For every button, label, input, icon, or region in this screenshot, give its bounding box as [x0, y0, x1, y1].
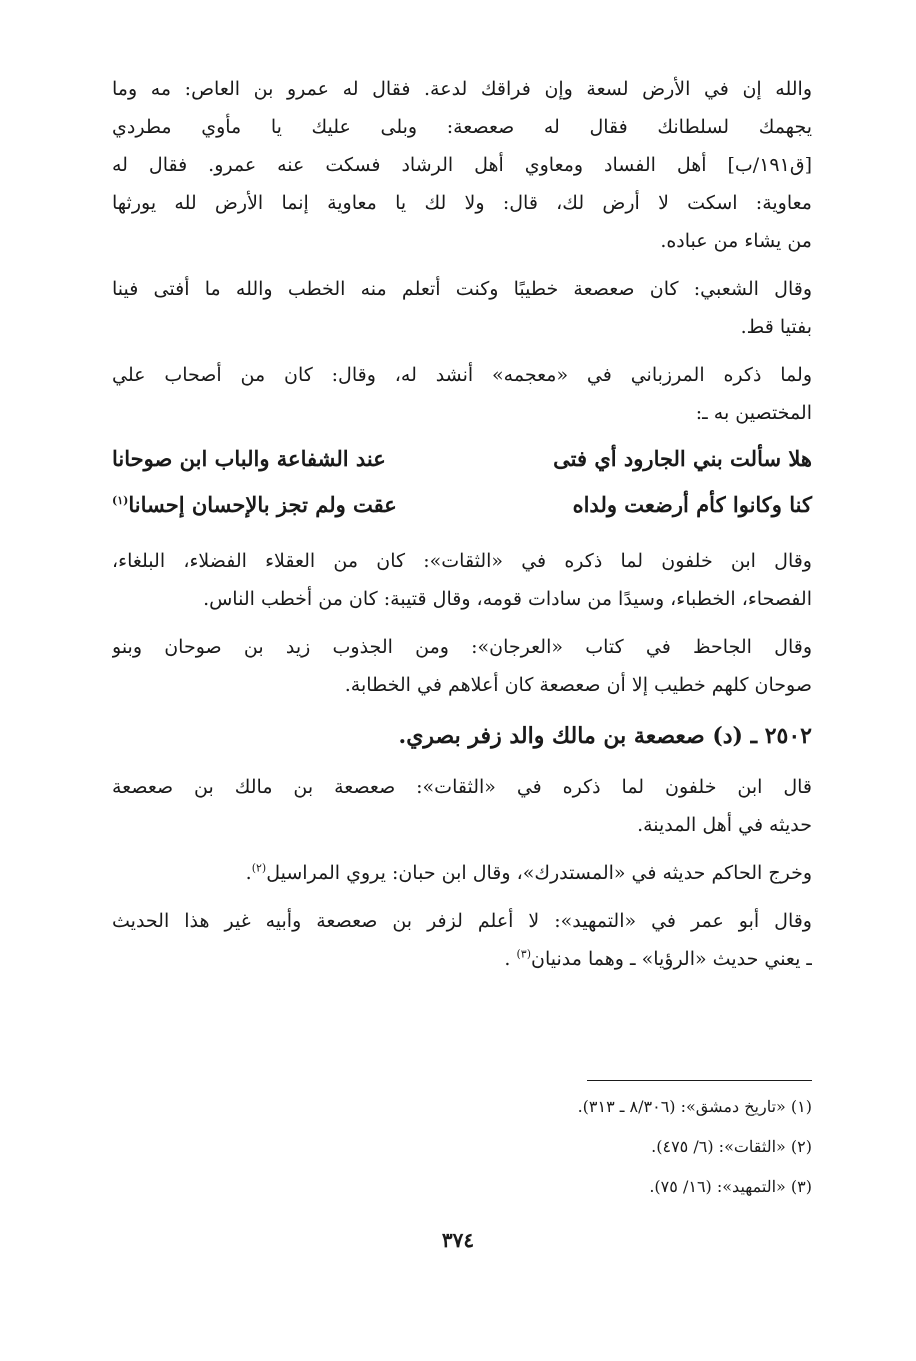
text-line — [112, 940, 812, 978]
text-line: ولما ذكره المرزباني في «معجمه» أنشد له، وقال: كان من أصحاب علي — [112, 364, 812, 386]
paragraph-abu-umar — [112, 902, 812, 978]
text-line: وقال ابن خلفون لما ذكره في «الثقات»: كان من العقلاء الفضلاء، البلغاء، — [112, 550, 812, 572]
text-line: وقال أبو عمر في «التمهيد»: لا أعلم لزفر بن صعصعة وأبيه غير هذا الحديث — [112, 910, 812, 932]
text-line-content: ـ يعني حديث «الرؤيا» ـ وهما مدنيان — [531, 948, 812, 970]
verse-first-hemistich: هلا سألت بني الجارود أي فتى — [553, 446, 812, 471]
footnote-item: (١) «تاريخ دمشق»: (٨/٣٠٦ ـ ٣١٣). — [577, 1097, 812, 1116]
text-line: حديثه في أهل المدينة. — [637, 814, 812, 836]
text-line: من يشاء من عباده. — [660, 230, 812, 252]
text-line: يجهمك لسلطانك فقال له صعصعة: وبلى عليك يا مأوي مطردي — [112, 116, 812, 138]
footnote-list — [112, 1087, 812, 1207]
paragraph-muawiya-exchange — [112, 70, 812, 260]
paragraph-ibn-khalfun — [112, 542, 812, 618]
footnote-item: (٢) «الثقات»: (٦/ ٤٧٥). — [651, 1137, 812, 1156]
text-line-tail: . — [245, 862, 252, 884]
footnote-ref: (٢) — [251, 861, 267, 875]
text-line: الفصحاء، الخطباء، وسيدًا من سادات قومه، وقال قتيبة: كان من أخطب الناس. — [203, 588, 812, 610]
paragraph-shabi — [112, 270, 812, 346]
page-number: ٣٧٤ — [441, 1228, 475, 1252]
footnote-divider — [587, 1080, 812, 1081]
verse-second-hemistich-text: عقت ولم تجز بالإحسان إحسانا — [128, 492, 397, 517]
text-line: وقال الجاحظ في كتاب «العرجان»: ومن الجذوب زيد بن صوحان وبنو — [112, 636, 812, 658]
text-line: معاوية: اسكت لا أرض لك، قال: ولا لك يا معاوية إنما الأرض لله يورثها — [112, 192, 812, 214]
poem-verse — [112, 482, 812, 528]
text-line — [112, 854, 812, 892]
text-line: بفتيا قط. — [740, 316, 812, 338]
footnote-item: (٣) «التمهيد»: (١٦/ ٧٥). — [649, 1177, 812, 1196]
page-body — [112, 70, 812, 988]
paragraph-marzubani — [112, 356, 812, 432]
paragraph-ibn-khalfun-thiqat — [112, 768, 812, 844]
footnote-ref: (١) — [112, 494, 129, 507]
verse-second-hemistich: عند الشفاعة والباب ابن صوحانا — [112, 446, 386, 471]
poem — [112, 436, 812, 528]
paragraph-hakim — [112, 854, 812, 892]
poem-verse — [112, 436, 812, 482]
text-line-content: وخرج الحاكم حديثه في «المستدرك»، وقال ابن حبان: يروي المراسيل — [266, 862, 812, 884]
text-line-tail: . — [504, 948, 517, 970]
paragraph-jahiz — [112, 628, 812, 704]
text-line: قال ابن خلفون لما ذكره في «الثقات»: صعصعة بن مالك بن صعصعة — [112, 776, 812, 798]
footnotes — [112, 1080, 812, 1207]
verse-first-hemistich: كنا وكانوا كأم أرضعت ولداه — [572, 492, 812, 517]
text-line: وقال الشعبي: كان صعصعة خطيبًا وكنت أتعلم منه الخطب والله ما أفتى فينا — [112, 278, 812, 300]
text-line: المختصين به ـ: — [695, 402, 812, 424]
footnote-ref: (٣) — [516, 947, 531, 961]
entry-heading: ٢٥٠٢ ـ (د) صعصعة بن مالك والد زفر بصري. — [398, 723, 812, 749]
text-line: والله إن في الأرض لسعة وإن فراقك لدعة. فقال له عمرو بن العاص: مه وما — [112, 78, 812, 100]
verse-second-hemistich — [112, 482, 397, 528]
text-line: صوحان كلهم خطيب إلا أن صعصعة كان أعلاهم في الخطابة. — [344, 674, 812, 696]
text-line: [ق١٩١/ب] أهل الفساد ومعاوي أهل الرشاد فسكت عنه عمرو. فقال له — [112, 154, 812, 176]
